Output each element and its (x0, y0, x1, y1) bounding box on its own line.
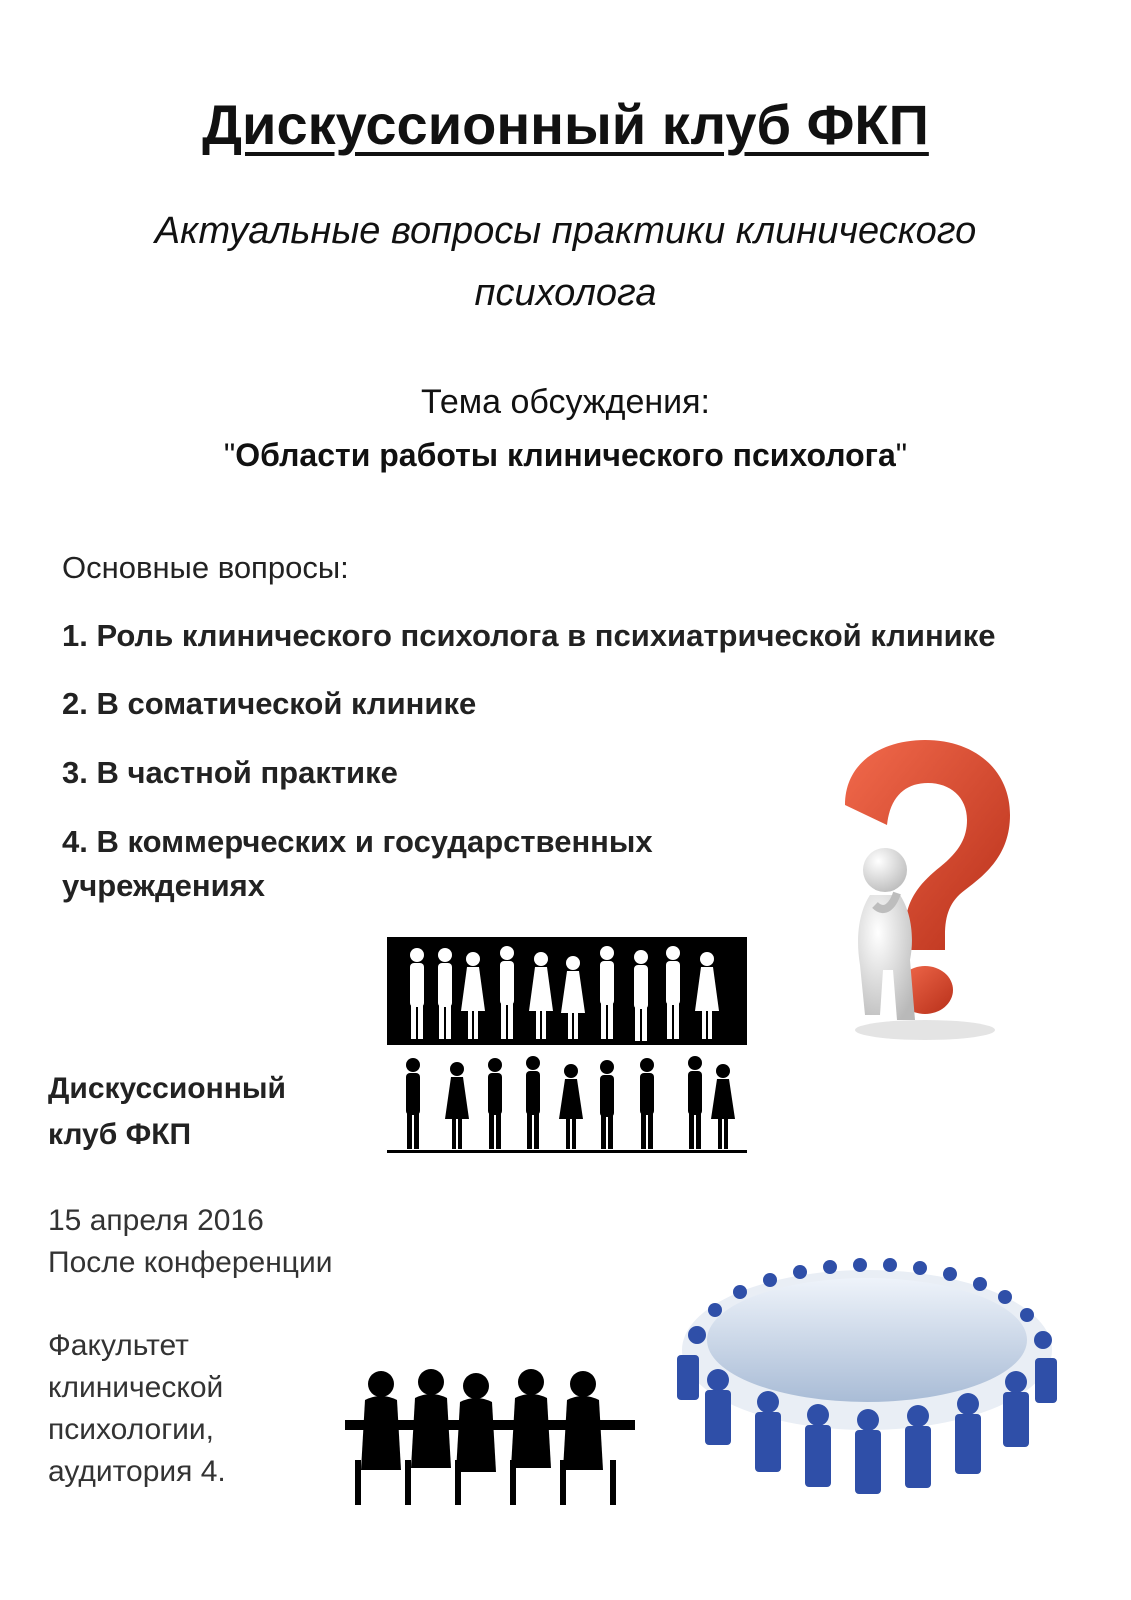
location-line: Факультет (48, 1329, 189, 1362)
subtitle: Актуальные вопросы практики клинического психолога (154, 210, 977, 314)
event-location (48, 1325, 308, 1493)
topic (0, 437, 1131, 474)
question-item: 4. В коммерческих и государственных учреждениях (62, 824, 653, 903)
topic-text: Области работы клинического психолога (235, 437, 896, 473)
quote-open: " (223, 437, 236, 473)
event-info (48, 1200, 388, 1284)
club-name-line: клуб ФКП (48, 1118, 192, 1151)
club-name (48, 1066, 348, 1158)
location-line: клинической (48, 1371, 224, 1404)
round-table-icon (655, 1240, 1080, 1525)
meeting-silhouette-icon (345, 1360, 635, 1510)
figure-with-question-mark-icon (825, 735, 1025, 1045)
topic-label: Тема обсуждения: (421, 383, 710, 421)
location-line: аудитория 4. (48, 1455, 226, 1488)
event-time: После конференции (48, 1246, 333, 1279)
question-item: 3. В частной практике (62, 755, 398, 790)
event-date: 15 апреля 2016 (48, 1204, 264, 1237)
question-item: 1. Роль клинического психолога в психиатрической клинике (62, 618, 996, 653)
page-title: Дискуссионный клуб ФКП (202, 93, 929, 156)
club-name-line: Дискуссионный (48, 1072, 286, 1105)
question-item: 2. В соматической клинике (62, 686, 477, 721)
questions-heading: Основные вопросы: (62, 550, 349, 585)
location-line: психологии, (48, 1413, 215, 1446)
people-silhouettes-icon (387, 937, 747, 1155)
quote-close: " (895, 437, 908, 473)
